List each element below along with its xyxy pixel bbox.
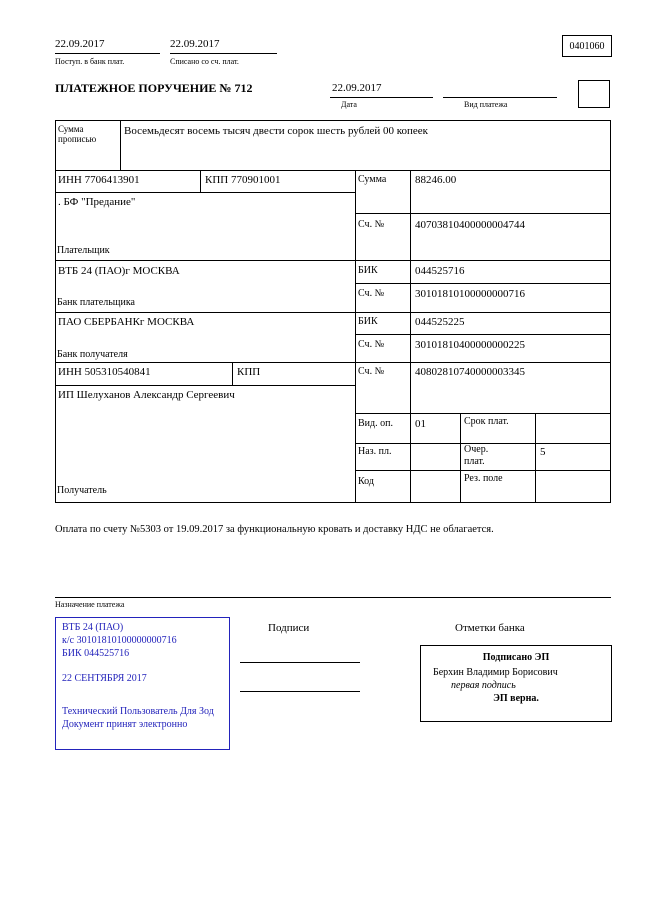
table-line [120, 120, 121, 170]
table-line [355, 283, 611, 284]
table-line [55, 385, 355, 386]
payer-inn: ИНН 7706413901 [58, 174, 140, 186]
payer-name: . БФ "Предание" [58, 196, 136, 208]
table-line [355, 413, 611, 414]
payer-bank-bik-label: БИК [358, 265, 378, 276]
document-date: 22.09.2017 [332, 82, 382, 94]
table-line [355, 213, 611, 214]
document-date-underline [330, 97, 433, 98]
document-date-label: Дата [341, 100, 357, 109]
amount-words-label: Сумма прописью [58, 124, 97, 145]
table-line [200, 170, 201, 192]
table-line [355, 170, 356, 502]
table-line [610, 120, 611, 502]
payee-bank-bik: 044525225 [415, 316, 465, 328]
payee-bank-account: 30101810400000000225 [415, 339, 525, 351]
payer-kpp: КПП 770901001 [205, 174, 281, 186]
payer-account: 40703810400000004744 [415, 219, 525, 231]
debited-date: 22.09.2017 [170, 38, 220, 50]
table-line [55, 120, 611, 121]
signature-line-1 [240, 662, 360, 663]
bank-marks-header: Отметки банка [455, 622, 525, 634]
received-date: 22.09.2017 [55, 38, 105, 50]
ocher-label: Очер. плат. [464, 444, 489, 467]
stamp-user: Технический Пользователь Для Зод [62, 706, 214, 718]
payee-name: ИП Шелуханов Александр Сергеевич [58, 389, 235, 401]
table-line [55, 312, 611, 313]
purpose-underline [55, 597, 611, 598]
term-label: Срок плат. [464, 416, 509, 427]
signatures-header: Подписи [268, 622, 310, 634]
payee-account-label: Сч. № [358, 366, 385, 377]
payment-type-underline [443, 97, 557, 98]
esign-title: Подписано ЭП [482, 652, 550, 663]
rez-label: Рез. поле [464, 473, 503, 484]
esign-role: первая подпись [451, 680, 516, 691]
form-code: 0401060 [569, 40, 605, 52]
ocher-value: 5 [540, 446, 546, 458]
table-line [232, 362, 233, 385]
table-line [55, 260, 611, 261]
payer-bank-account-label: Сч. № [358, 288, 385, 299]
table-line [410, 170, 411, 502]
code-label: Код [358, 476, 374, 487]
table-line [355, 334, 611, 335]
table-line [535, 413, 536, 502]
esign-valid: ЭП верна. [493, 693, 539, 704]
purpose-caption: Назначение платежа [55, 600, 125, 609]
payer-bank-caption: Банк плательщика [57, 297, 135, 308]
document-title: ПЛАТЕЖНОЕ ПОРУЧЕНИЕ № 712 [55, 81, 253, 95]
received-date-underline [55, 53, 160, 54]
payment-type-box [578, 80, 610, 108]
table-line [55, 120, 56, 502]
esign-signer: Берхин Владимир Борисович [433, 667, 558, 678]
amount-words: Восемьдесят восемь тысяч двести сорок шесть рублей 00 копеек [124, 125, 429, 137]
table-line [55, 502, 611, 503]
table-line [55, 170, 611, 171]
debited-date-underline [170, 53, 277, 54]
sum-value: 88246.00 [415, 174, 457, 186]
table-line [55, 362, 611, 363]
payee-bank-name: ПАО СБЕРБАНКг МОСКВА [58, 316, 195, 328]
table-line [55, 192, 355, 193]
payee-bank-caption: Банк получателя [57, 349, 128, 360]
payee-bank-account-label: Сч. № [358, 339, 385, 350]
purpose-text: Оплата по счету №5303 от 19.09.2017 за функциональную кровать и доставку НДС не облагается. [55, 524, 494, 535]
stamp-bik: БИК 044525716 [62, 647, 130, 659]
payee-bank-bik-label: БИК [358, 316, 378, 327]
payee-caption: Получатель [57, 485, 107, 496]
payer-caption: Плательщик [57, 245, 110, 256]
payee-account: 40802810740000003345 [415, 366, 525, 378]
op-type-label: Вид. оп. [358, 418, 393, 429]
esign-box [420, 645, 612, 722]
payee-kpp-label: КПП [237, 366, 261, 378]
payment-type-label: Вид платежа [464, 100, 508, 109]
table-line [355, 470, 611, 471]
op-type-value: 01 [415, 418, 426, 430]
payer-bank-name: ВТБ 24 (ПАО)г МОСКВА [58, 265, 180, 277]
payer-account-label: Сч. № [358, 219, 385, 230]
stamp-date: 22 СЕНТЯБРЯ 2017 [62, 673, 147, 685]
sum-label: Сумма [358, 174, 387, 185]
payer-bank-bik: 044525716 [415, 265, 465, 277]
form-code-box [562, 35, 612, 57]
stamp-status: Документ принят электронно [62, 718, 188, 730]
payee-inn: ИНН 505310540841 [58, 366, 151, 378]
debited-date-label: Списано со сч. плат. [170, 57, 239, 66]
naz-label: Наз. пл. [358, 446, 392, 457]
bank-stamp [55, 617, 230, 750]
table-line [460, 413, 461, 502]
stamp-corr-account: к/с 30101810100000000716 [62, 634, 177, 646]
payer-bank-account: 30101810100000000716 [415, 288, 525, 300]
signature-line-2 [240, 691, 360, 692]
stamp-bank-name: ВТБ 24 (ПАО) [62, 622, 124, 633]
received-date-label: Поступ. в банк плат. [55, 57, 125, 66]
